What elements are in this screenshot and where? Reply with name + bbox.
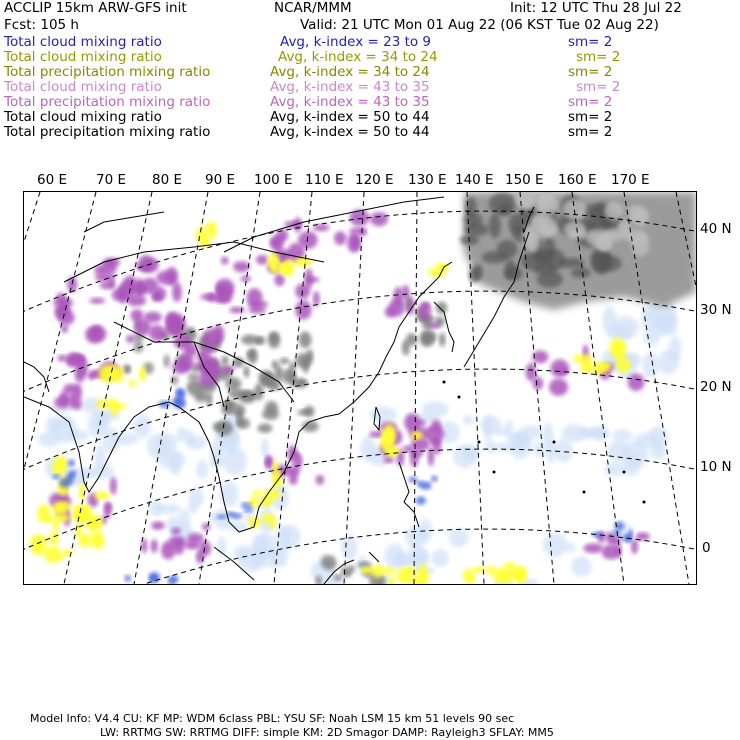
cloud-shade-mid bbox=[252, 490, 262, 496]
legend-stat: Avg, k-index = 43 to 35 bbox=[270, 94, 430, 110]
longitude-label: 120 E bbox=[355, 172, 394, 188]
coastline bbox=[84, 212, 164, 232]
light-cloud-shade bbox=[539, 192, 553, 209]
cloud-shade-mid bbox=[78, 533, 91, 547]
precip-shade bbox=[171, 527, 181, 534]
island bbox=[478, 441, 481, 444]
cloud-shade-mid bbox=[52, 458, 67, 476]
cloud-shade-mid bbox=[49, 531, 59, 544]
model-title: ACCLIP 15km ARW-GFS init bbox=[4, 0, 187, 16]
parallel-line bbox=[24, 529, 696, 584]
dense-cloud-shade bbox=[163, 355, 170, 368]
light-cloud-shade bbox=[65, 430, 89, 441]
light-cloud-shade bbox=[279, 524, 301, 549]
longitude-label: 140 E bbox=[455, 172, 494, 188]
precip-shade bbox=[141, 278, 158, 294]
island bbox=[443, 381, 446, 384]
longitude-label: 90 E bbox=[205, 172, 235, 188]
legend-stat: Avg, k-index = 34 to 24 bbox=[278, 49, 438, 65]
dense-cloud-shade bbox=[206, 392, 212, 405]
legend-sm: sm= 2 bbox=[576, 49, 621, 65]
precip-shade bbox=[389, 299, 405, 317]
map-canvas bbox=[24, 192, 696, 584]
precip-shade bbox=[168, 318, 182, 336]
precip-shade bbox=[274, 274, 284, 286]
cloud-shade-mid bbox=[53, 505, 68, 515]
light-cloud-shade bbox=[519, 425, 542, 439]
precip-shade bbox=[67, 354, 85, 365]
island bbox=[493, 471, 496, 474]
latitude-label: 40 N bbox=[700, 221, 732, 237]
precip-shade bbox=[221, 257, 229, 265]
longitude-label: 70 E bbox=[96, 172, 126, 188]
cloud-shade-high bbox=[613, 530, 621, 535]
light-cloud-shade bbox=[530, 216, 546, 231]
longitude-label: 160 E bbox=[558, 172, 597, 188]
precip-shade bbox=[428, 447, 435, 467]
precip-shade bbox=[233, 261, 250, 272]
cloud-shade-high bbox=[59, 478, 71, 488]
dense-cloud-shade bbox=[482, 251, 508, 263]
cloud-shade-mid bbox=[37, 505, 50, 521]
precip-shade bbox=[606, 531, 614, 542]
dense-cloud-shade bbox=[232, 357, 244, 368]
light-cloud-shade bbox=[369, 407, 397, 423]
legend-sm: sm= 2 bbox=[576, 79, 621, 95]
precip-shade bbox=[349, 228, 365, 235]
precip-shade bbox=[403, 445, 414, 452]
precip-shade bbox=[315, 475, 324, 485]
light-cloud-shade bbox=[480, 416, 501, 434]
cloud-shade-mid bbox=[99, 365, 117, 383]
dense-cloud-shade bbox=[254, 383, 263, 400]
cloud-shade-high bbox=[417, 481, 424, 487]
island bbox=[623, 471, 626, 474]
dense-cloud-shade bbox=[489, 193, 516, 216]
latitude-label: 10 N bbox=[700, 459, 732, 475]
light-cloud-shade bbox=[196, 460, 208, 478]
dense-cloud-shade bbox=[297, 409, 311, 415]
longitude-label: 170 E bbox=[611, 172, 650, 188]
precip-shade bbox=[430, 438, 441, 446]
island bbox=[458, 396, 461, 399]
dense-cloud-shade bbox=[439, 333, 446, 347]
latitude-label: 0 bbox=[702, 540, 711, 556]
legend-name: Total cloud mixing ratio bbox=[4, 49, 162, 65]
light-cloud-shade bbox=[157, 433, 178, 455]
precip-shade bbox=[139, 286, 145, 292]
dense-cloud-shade bbox=[262, 409, 279, 420]
forecast-hour: Fcst: 105 h bbox=[4, 17, 79, 33]
precip-shade bbox=[203, 364, 221, 377]
legend-sm: sm= 2 bbox=[568, 94, 613, 110]
precip-shade bbox=[229, 307, 245, 314]
precip-shade bbox=[202, 329, 221, 347]
dense-cloud-shade bbox=[239, 391, 257, 404]
cloud-shade-mid bbox=[373, 564, 382, 578]
light-cloud-shade bbox=[612, 316, 639, 338]
dense-cloud-shade bbox=[436, 302, 447, 314]
precip-shade bbox=[628, 374, 645, 392]
legend-stat: Avg, k-index = 23 to 9 bbox=[280, 34, 432, 50]
legend-sm: sm= 2 bbox=[568, 34, 613, 50]
dense-cloud-shade bbox=[464, 223, 489, 236]
init-time: Init: 12 UTC Thu 28 Jul 22 bbox=[510, 0, 682, 16]
precip-shade bbox=[428, 323, 441, 329]
precip-shade bbox=[615, 543, 621, 558]
island bbox=[643, 501, 646, 504]
legend-stat: Avg, k-index = 50 to 44 bbox=[270, 109, 430, 125]
precip-shade bbox=[432, 420, 442, 433]
legend-sm: sm= 2 bbox=[568, 124, 613, 140]
light-cloud-shade bbox=[669, 336, 681, 361]
legend-stat: Avg, k-index = 34 to 24 bbox=[270, 64, 430, 80]
cloud-shade-mid bbox=[90, 532, 103, 538]
light-cloud-shade bbox=[134, 415, 151, 439]
precip-shade bbox=[156, 271, 176, 285]
dense-cloud-shade bbox=[243, 366, 249, 378]
light-cloud-shade bbox=[505, 419, 514, 440]
precip-shade bbox=[89, 325, 106, 342]
light-cloud-shade bbox=[76, 468, 98, 478]
latitude-label: 30 N bbox=[700, 302, 732, 318]
dense-cloud-shade bbox=[271, 360, 278, 369]
model-info-line1: Model Info: V4.4 CU: KF MP: WDM 6class PBL: YSU SF: Noah LSM 15 km 51 levels 90 sec bbox=[30, 712, 515, 725]
light-cloud-shade bbox=[604, 202, 623, 220]
dense-cloud-shade bbox=[237, 410, 243, 427]
dense-cloud-shade bbox=[334, 574, 341, 580]
dense-cloud-shade bbox=[306, 349, 313, 361]
cloud-shade-mid bbox=[262, 513, 272, 524]
precip-shade bbox=[149, 325, 165, 341]
legend-stat: Avg, k-index = 43 to 35 bbox=[270, 79, 430, 95]
precip-shade bbox=[422, 303, 429, 309]
dense-cloud-shade bbox=[543, 249, 565, 271]
dense-cloud-shade bbox=[216, 420, 233, 435]
cloud-shade-mid bbox=[613, 344, 626, 361]
dense-cloud-shade bbox=[465, 197, 477, 217]
precip-shade bbox=[53, 297, 73, 308]
legend-name: Total cloud mixing ratio bbox=[4, 109, 162, 125]
legend-name: Total cloud mixing ratio bbox=[4, 34, 162, 50]
light-cloud-shade bbox=[643, 352, 659, 378]
coastline bbox=[399, 462, 419, 527]
dense-cloud-shade bbox=[571, 268, 590, 279]
dense-cloud-shade bbox=[268, 332, 281, 348]
longitude-label: 110 E bbox=[305, 172, 344, 188]
dense-cloud-shade bbox=[321, 555, 336, 570]
island bbox=[583, 491, 586, 494]
precip-shade bbox=[295, 300, 311, 319]
light-cloud-shade bbox=[497, 442, 513, 452]
precip-shade bbox=[87, 371, 97, 380]
light-cloud-shade bbox=[360, 437, 376, 462]
light-cloud-shade bbox=[534, 441, 546, 457]
cloud-shade-mid bbox=[44, 546, 61, 563]
dense-cloud-shade bbox=[279, 358, 289, 365]
precip-shade bbox=[249, 306, 266, 314]
cloud-shade-mid bbox=[581, 363, 591, 372]
cloud-shade-mid bbox=[282, 259, 294, 276]
valid-time: Valid: 21 UTC Mon 01 Aug 22 (06 KST Tue 02 Aug 22) bbox=[300, 17, 659, 33]
light-cloud-shade bbox=[634, 433, 661, 449]
cloud-shade-mid bbox=[388, 447, 400, 455]
dense-cloud-shade bbox=[258, 424, 273, 433]
precip-shade bbox=[256, 255, 268, 265]
longitude-label: 130 E bbox=[408, 172, 447, 188]
legend-sm: sm= 2 bbox=[568, 64, 613, 80]
light-cloud-shade bbox=[592, 426, 607, 441]
longitude-label: 100 E bbox=[254, 172, 293, 188]
dense-cloud-shade bbox=[591, 247, 610, 273]
precip-shade bbox=[583, 543, 603, 553]
legend-name: Total cloud mixing ratio bbox=[4, 79, 162, 95]
light-cloud-shade bbox=[628, 205, 642, 217]
precip-shade bbox=[110, 477, 117, 495]
dense-cloud-shade bbox=[221, 356, 228, 366]
precip-shade bbox=[289, 470, 298, 485]
precip-shade bbox=[334, 231, 346, 245]
dense-cloud-shade bbox=[255, 337, 262, 344]
dense-cloud-shade bbox=[299, 331, 312, 348]
dense-cloud-shade bbox=[247, 350, 256, 359]
dense-cloud-shade bbox=[504, 267, 523, 281]
legend-name: Total precipitation mixing ratio bbox=[4, 64, 211, 80]
precip-shade bbox=[631, 539, 638, 554]
cloud-shade-high bbox=[124, 575, 131, 582]
longitude-label: 60 E bbox=[37, 172, 67, 188]
light-cloud-shade bbox=[565, 542, 576, 552]
cloud-shade-high bbox=[416, 496, 426, 505]
institution-label: NCAR/MMM bbox=[274, 0, 352, 16]
cloud-shade-mid bbox=[272, 474, 281, 486]
light-cloud-shade bbox=[431, 549, 449, 567]
light-cloud-shade bbox=[562, 199, 586, 220]
precip-shade bbox=[347, 233, 361, 253]
dense-cloud-shade bbox=[600, 219, 611, 229]
cloud-shade-high bbox=[241, 502, 252, 507]
cloud-shade-high bbox=[243, 507, 253, 512]
dense-cloud-shade bbox=[170, 375, 178, 384]
cloud-shade-high bbox=[177, 390, 186, 398]
cloud-shade-mid bbox=[501, 571, 513, 583]
legend-name: Total precipitation mixing ratio bbox=[4, 124, 211, 140]
precip-shade bbox=[172, 360, 189, 374]
precip-shade bbox=[265, 455, 271, 469]
dense-cloud-shade bbox=[521, 251, 546, 270]
precip-shade bbox=[287, 445, 297, 462]
cloud-shade-high bbox=[217, 514, 227, 519]
light-cloud-shade bbox=[449, 528, 469, 547]
light-cloud-shade bbox=[543, 533, 568, 557]
light-cloud-shade bbox=[405, 525, 426, 549]
model-info-line2: LW: RRTMG SW: RRTMG DIFF: simple KM: 2D Smagor DAMP: Rayleigh3 SFLAY: MM5 bbox=[100, 726, 554, 739]
light-cloud-shade bbox=[643, 329, 660, 345]
precip-shade bbox=[187, 533, 204, 544]
cloud-shade-mid bbox=[404, 567, 417, 575]
cloud-shade-high bbox=[53, 474, 60, 479]
cloud-shade-high bbox=[70, 470, 76, 477]
light-cloud-shade bbox=[463, 415, 474, 425]
light-cloud-shade bbox=[623, 453, 640, 476]
legend-sm: sm= 2 bbox=[568, 109, 613, 125]
precip-shade bbox=[58, 310, 75, 325]
legend-stat: Avg, k-index = 50 to 44 bbox=[270, 124, 430, 140]
cloud-shade-mid bbox=[271, 263, 278, 274]
light-cloud-shade bbox=[149, 500, 163, 516]
dense-cloud-shade bbox=[124, 366, 131, 372]
precip-shade bbox=[549, 378, 568, 395]
precip-shade bbox=[152, 292, 161, 301]
precip-shade bbox=[57, 355, 66, 362]
longitude-label: 80 E bbox=[152, 172, 182, 188]
precip-shade bbox=[173, 540, 184, 555]
island bbox=[553, 441, 556, 444]
cloud-shade-mid bbox=[513, 567, 526, 579]
light-cloud-shade bbox=[453, 444, 477, 468]
cloud-shade-high bbox=[149, 572, 160, 583]
precip-shade bbox=[54, 396, 71, 408]
dense-cloud-shade bbox=[258, 370, 274, 386]
dense-cloud-shade bbox=[509, 214, 524, 235]
light-cloud-shade bbox=[169, 452, 182, 476]
cloud-shade-mid bbox=[52, 515, 59, 531]
cloud-shade-mid bbox=[30, 534, 47, 550]
cloud-shade-mid bbox=[196, 226, 208, 244]
cloud-shade-mid bbox=[599, 362, 612, 369]
parallel-line bbox=[24, 449, 696, 558]
light-cloud-shade bbox=[612, 429, 632, 442]
light-cloud-shade bbox=[603, 231, 624, 242]
precip-shade bbox=[61, 324, 68, 333]
coastline bbox=[369, 552, 379, 562]
light-cloud-shade bbox=[631, 234, 649, 257]
light-cloud-shade bbox=[485, 441, 498, 453]
precip-shade bbox=[298, 231, 318, 249]
precip-shade bbox=[213, 295, 231, 303]
light-cloud-shade bbox=[394, 556, 412, 567]
precip-shade bbox=[402, 285, 410, 300]
cloud-shade-high bbox=[68, 459, 75, 467]
dense-cloud-shade bbox=[489, 214, 501, 238]
precip-shade bbox=[118, 285, 128, 303]
cloud-shade-mid bbox=[139, 365, 146, 382]
longitude-label: 150 E bbox=[505, 172, 544, 188]
precip-shade bbox=[202, 523, 211, 531]
cloud-shade-mid bbox=[94, 492, 110, 500]
precip-shade bbox=[215, 279, 235, 298]
precip-shade bbox=[247, 288, 263, 307]
light-cloud-shade bbox=[253, 549, 279, 558]
cloud-shade-mid bbox=[110, 398, 119, 416]
light-cloud-shade bbox=[554, 439, 573, 463]
cloud-shade-high bbox=[629, 529, 633, 539]
cloud-shade-mid bbox=[411, 431, 423, 440]
dense-cloud-shade bbox=[188, 373, 199, 381]
precip-shade bbox=[370, 212, 388, 226]
light-cloud-shade bbox=[176, 427, 189, 442]
field-shading bbox=[30, 192, 696, 584]
precip-shade bbox=[126, 335, 135, 343]
precip-shade bbox=[415, 420, 426, 427]
precip-shade bbox=[383, 457, 394, 463]
precip-shade bbox=[533, 377, 544, 390]
precip-shade bbox=[270, 237, 281, 247]
parallel-line bbox=[24, 369, 696, 478]
parallel-line bbox=[24, 291, 696, 400]
precip-shade bbox=[89, 298, 105, 304]
cloud-shade-mid bbox=[208, 222, 217, 239]
coastline bbox=[224, 197, 444, 252]
cloud-shade-mid bbox=[463, 568, 474, 584]
dense-cloud-shade bbox=[348, 565, 355, 573]
latitude-label: 20 N bbox=[700, 379, 732, 395]
dense-cloud-shade bbox=[421, 330, 437, 344]
dense-cloud-shade bbox=[473, 264, 483, 280]
light-cloud-shade bbox=[571, 556, 592, 576]
precip-shade bbox=[151, 521, 165, 530]
cloud-shade-mid bbox=[361, 566, 375, 574]
map-panel bbox=[23, 191, 697, 585]
dense-cloud-shade bbox=[292, 378, 307, 388]
cloud-shade-high bbox=[431, 475, 438, 481]
legend-name: Total precipitation mixing ratio bbox=[4, 94, 211, 110]
cloud-shade-high bbox=[408, 477, 417, 483]
precip-shade bbox=[109, 278, 115, 288]
light-cloud-shade bbox=[543, 422, 554, 447]
precip-shade bbox=[150, 539, 157, 553]
cloud-shade-mid bbox=[128, 380, 136, 387]
coastline bbox=[299, 357, 386, 432]
